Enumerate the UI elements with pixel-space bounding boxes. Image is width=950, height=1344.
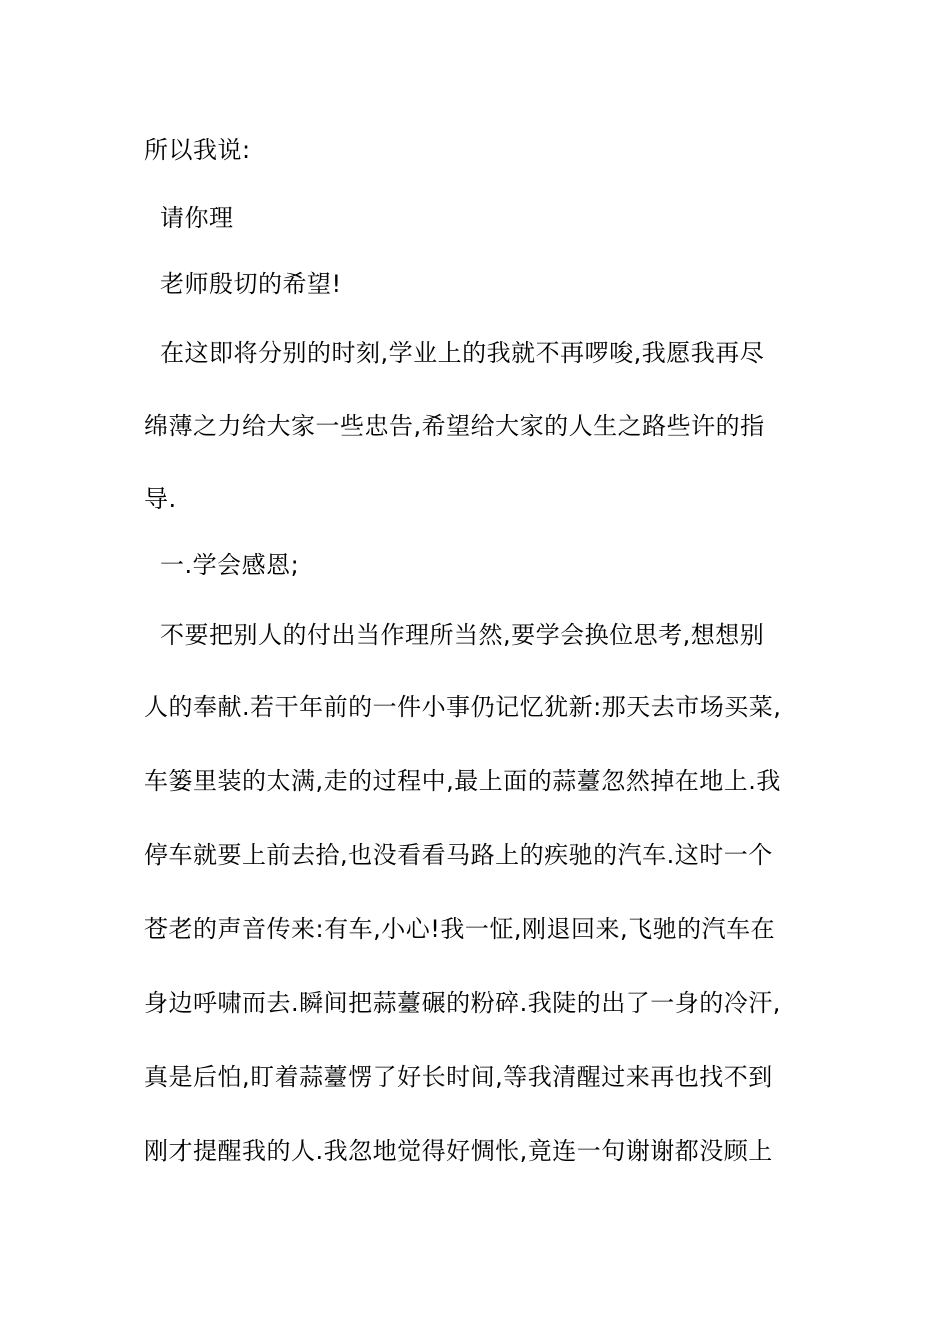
paragraph-line: 苍老的声音传来:有车,小心!我一怔,刚退回来,飞驰的汽车在 [144, 915, 776, 943]
paragraph-line: 刚才提醒我的人.我忽地觉得好惆怅,竟连一句谢谢都没顾上 [144, 1137, 773, 1165]
paragraph-line: 真是后怕,盯着蒜薹愣了好长时间,等我清醒过来再也找不到 [144, 1063, 773, 1091]
text-line: 老师殷切的希望! [160, 270, 342, 298]
paragraph-line: 停车就要上前去拾,也没看看马路上的疾驰的汽车.这时一个 [144, 841, 773, 869]
section-heading: 一.学会感恩; [160, 551, 300, 579]
text-line: 所以我说: [144, 136, 251, 164]
paragraph-line: 不要把别人的付出当作理所当然,要学会换位思考,想想别 [160, 621, 765, 649]
text-line: 请你理 [160, 204, 234, 232]
paragraph-line: 车篓里装的太满,走的过程中,最上面的蒜薹忽然掉在地上.我 [144, 767, 781, 795]
paragraph-line: 人的奉献.若干年前的一件小事仍记忆犹新:那天去市场买菜, [144, 693, 782, 721]
paragraph-line: 导. [144, 485, 177, 513]
paragraph-line: 在这即将分别的时刻,学业上的我就不再啰唆,我愿我再尽 [160, 339, 765, 367]
paragraph-line: 绵薄之力给大家一些忠告,希望给大家的人生之路些许的指 [144, 412, 765, 440]
paragraph-line: 身边呼啸而去.瞬间把蒜薹碾的粉碎.我陡的出了一身的冷汗, [144, 989, 781, 1017]
